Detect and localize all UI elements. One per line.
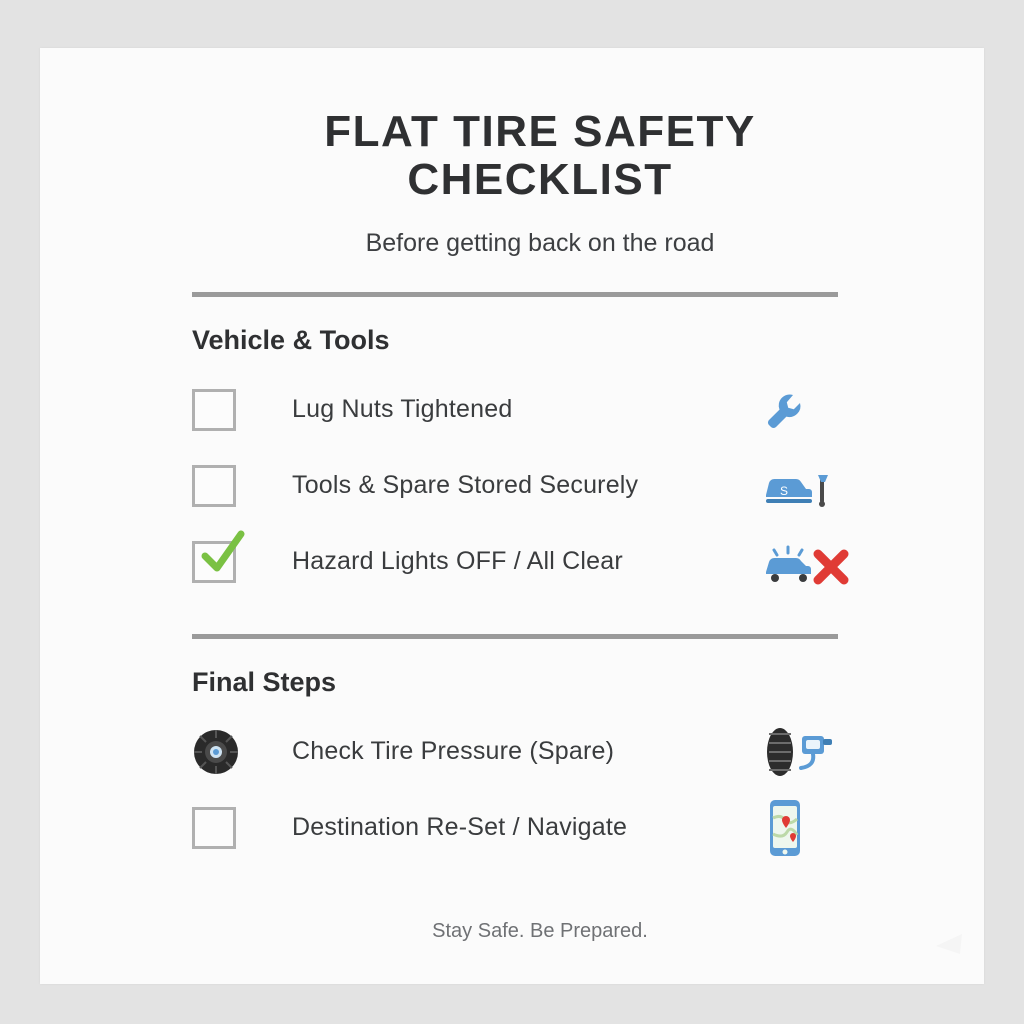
list-item[interactable] (190, 372, 890, 448)
list-item-label: Lug Nuts Tightened (292, 395, 513, 424)
checkbox-hazard-lights[interactable] (192, 541, 236, 583)
checkbox-cell[interactable] (190, 389, 292, 431)
svg-text:S: S (780, 483, 789, 498)
checkbox-cell[interactable] (190, 541, 292, 583)
divider-middle (192, 634, 838, 639)
tire-pressure-gauge-icon (760, 726, 890, 778)
car-hazard-off-icon (760, 538, 890, 586)
list-item[interactable] (190, 524, 890, 600)
list-item[interactable] (190, 790, 890, 866)
car-trunk-tools-icon (760, 463, 890, 509)
list-item[interactable] (190, 448, 890, 524)
page-subtitle: Before getting back on the road (365, 228, 715, 257)
page-title: FLAT TIRE SAFETY CHECKLIST (324, 107, 756, 205)
phone-map-icon (760, 798, 890, 858)
footer-text: Stay Safe. Be Prepared. (432, 919, 648, 942)
list-item-label: Hazard Lights OFF / All Clear (292, 547, 623, 576)
section-heading-vehicle-tools: Vehicle & Tools (192, 324, 390, 355)
checkbox-cell[interactable] (190, 807, 292, 849)
section-heading-final-steps: Final Steps (192, 666, 337, 697)
checkbox-lug-nuts[interactable] (192, 389, 236, 431)
list-item-label: Tools & Spare Stored Securely (292, 471, 639, 500)
green-checkmark-icon (199, 530, 245, 576)
corner-decoration (936, 934, 962, 954)
list-item-label: Destination Re-Set / Navigate (292, 813, 628, 842)
list-item[interactable] (190, 714, 890, 790)
divider-top (192, 292, 838, 297)
checklist-group-vehicle-tools (190, 372, 890, 600)
checkbox-cell[interactable] (190, 465, 292, 507)
checklist-group-final-steps (190, 714, 890, 866)
tire-icon[interactable] (192, 728, 240, 776)
checklist-card (40, 48, 984, 984)
wrench-icon (760, 387, 890, 433)
checkbox-tools-stored[interactable] (192, 465, 236, 507)
checkbox-destination-reset[interactable] (192, 807, 236, 849)
checkbox-cell[interactable] (190, 728, 292, 776)
card-content (190, 108, 890, 943)
list-item-label: Check Tire Pressure (Spare) (292, 737, 615, 766)
